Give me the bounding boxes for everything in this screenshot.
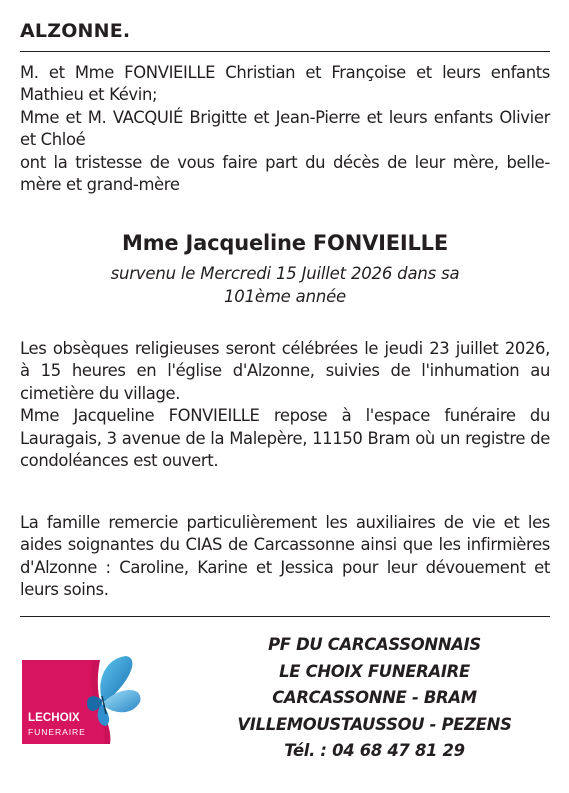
deceased-name: Mme Jacqueline FONVIEILLE [122, 231, 448, 255]
thanks-text: La famille remercie particulièrement les auxiliaires de vie et les aides soignantes du CIAS de Carcassonne ainsi que les infirmières d'Alzonne : Caroline, Karine et Jessica pour leur dévouement et leurs soins. [20, 513, 550, 600]
funeral-home-contact [212, 632, 537, 765]
top-divider [20, 51, 550, 52]
funeral-home-line-4: VILLEMOUSTAUSSOU - PEZENS [237, 714, 512, 734]
bottom-divider [20, 616, 550, 617]
funeral-paragraph-2: Mme Jacqueline FONVIEILLE repose à l'espace funéraire du Lauragais, 3 avenue de la Malepère, 11150 Bram où un registre de condoléances est ouvert. [20, 406, 550, 471]
lechoix-logo [22, 656, 142, 756]
logo-text-lechoix: LECHOIX [28, 712, 80, 724]
location-heading: ALZONNE. [20, 20, 131, 42]
intro-line-3: ont la tristesse de vous faire part du décès de leur mère, belle-mère et grand-mère [20, 152, 550, 195]
funeral-home-line-1: PF DU CARCASSONNAIS [268, 635, 481, 654]
intro-line-2: Mme et M. VACQUIÉ Brigitte et Jean-Pierre et leurs enfants Olivier et Chloé [20, 107, 550, 150]
funeral-paragraph-1: Les obsèques religieuses seront célébrées le jeudi 23 juillet 2026, à 15 heures en l'église d'Alzonne, suivies de l'inhumation au cimetière du village. [20, 339, 550, 403]
logo-graphic [22, 656, 142, 756]
intro-line-1: M. et Mme FONVIEILLE Christian et Françoise et leurs enfants Mathieu et Kévin; [20, 63, 550, 105]
subtitle-line-2: 101ème année [223, 287, 347, 306]
thanks-paragraph [20, 512, 550, 602]
funeral-home-line-2: LE CHOIX FUNERAIRE [279, 661, 470, 681]
funeral-home-phone: Tél. : 04 68 47 81 29 [284, 741, 465, 760]
subtitle-line-1: survenu le Mercredi 15 Juillet 2026 dans sa [110, 264, 460, 283]
funeral-details [20, 338, 550, 472]
logo-text-funeraire: FUNERAIRE [28, 727, 86, 737]
death-date-subtitle [20, 262, 550, 308]
family-intro [20, 62, 550, 196]
funeral-home-line-3: CARCASSONNE - BRAM [272, 688, 477, 707]
